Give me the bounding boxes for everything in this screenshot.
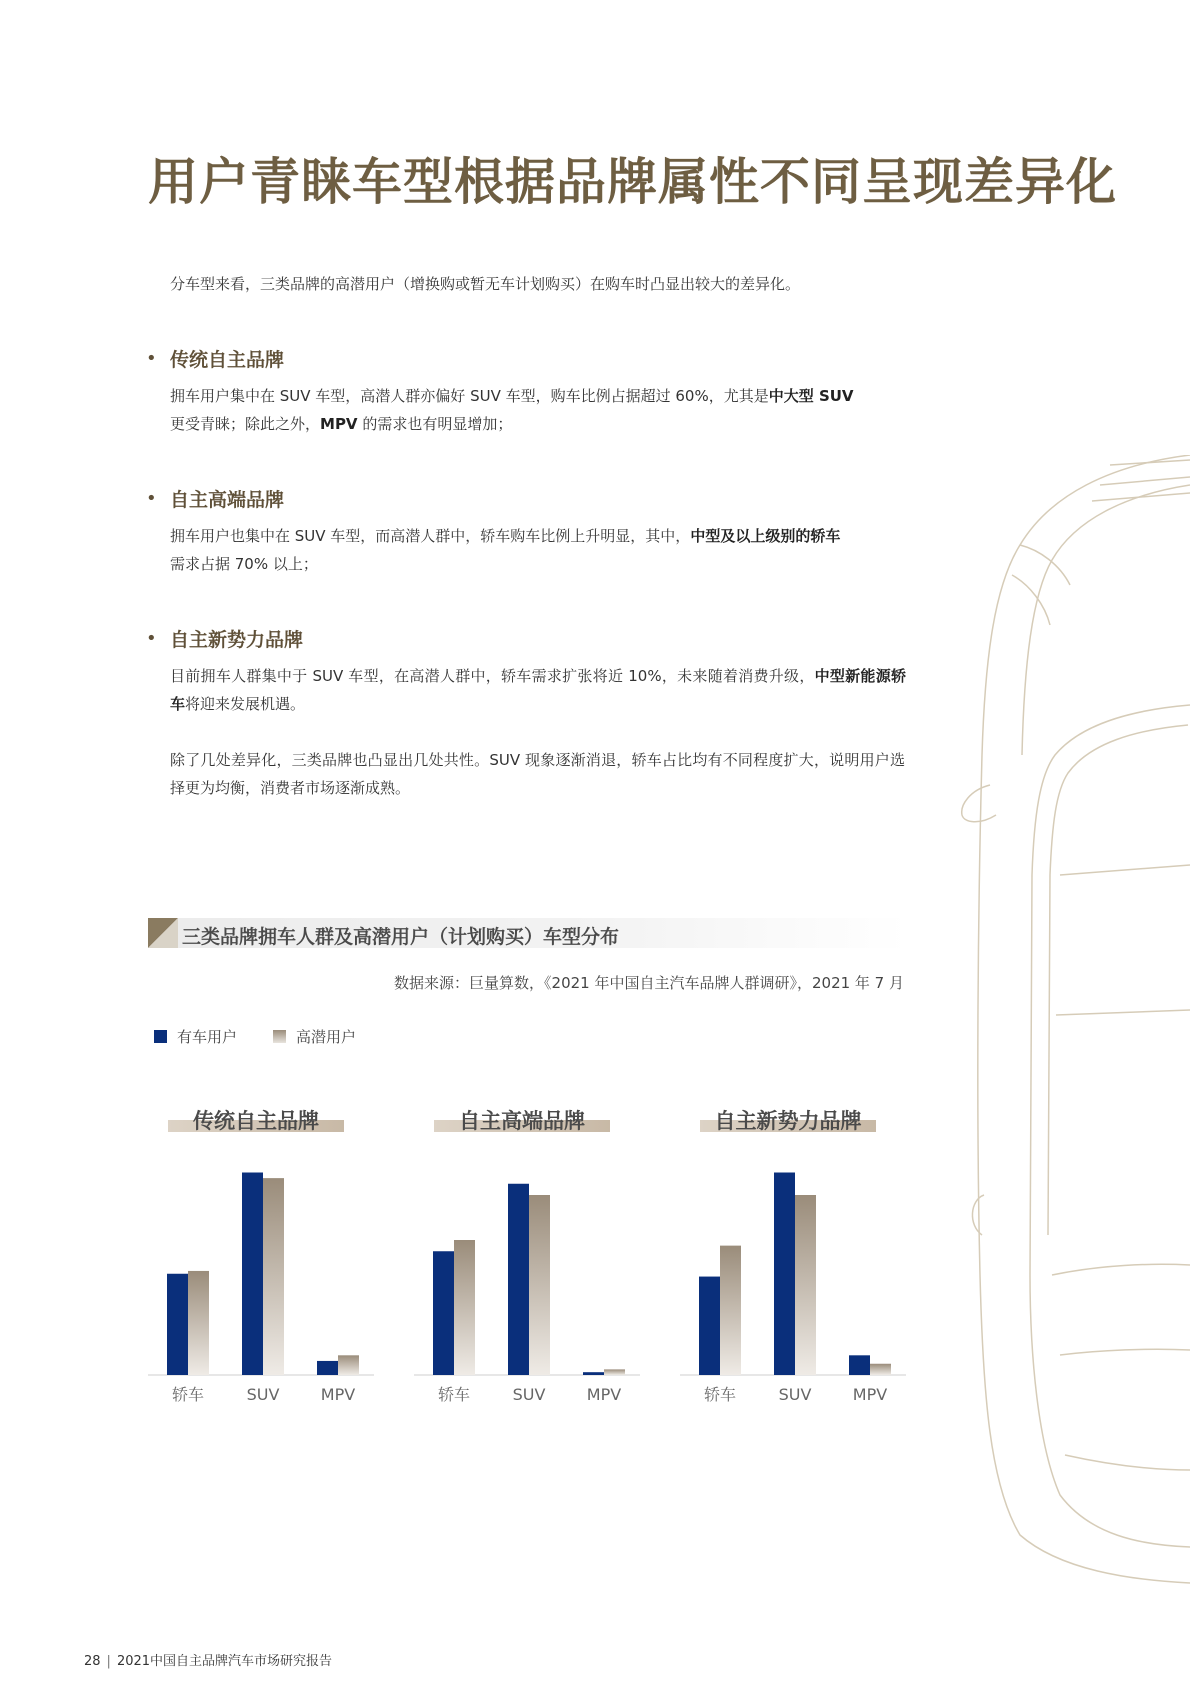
chart-panel-3 xyxy=(680,1109,906,1404)
section-paragraph: 目前拥车人群集中于 SUV 车型，在高潜人群中，轿车需求扩张将近 10%，未来随着消费升级，中型新能源轿车将迎来发展机遇。 xyxy=(170,667,906,713)
section-title: 传统自主品牌 xyxy=(170,348,285,371)
report-name: 2021中国自主品牌汽车市场研究报告 xyxy=(116,1654,333,1669)
section-title: 自主新势力品牌 xyxy=(170,628,304,651)
bar-owner-2 xyxy=(774,1173,795,1376)
chart-title: 三类品牌拥车人群及高潜用户（计划购买）车型分布 xyxy=(182,926,620,948)
page-number: 28 xyxy=(84,1654,101,1669)
bar-owner-2 xyxy=(508,1184,529,1375)
bar-potential-2 xyxy=(263,1178,284,1375)
bar-owner-3 xyxy=(583,1372,604,1375)
x-tick-label: MPV xyxy=(586,1385,622,1404)
x-tick-label: 轿车 xyxy=(437,1385,471,1404)
x-tick-label: MPV xyxy=(320,1385,356,1404)
x-tick-label: SUV xyxy=(512,1385,546,1404)
bar-owner-1 xyxy=(433,1251,454,1375)
bar-potential-2 xyxy=(795,1195,816,1375)
highlight-text: MPV xyxy=(320,415,358,433)
legend-label: 高潜用户 xyxy=(296,1028,357,1046)
chart-panel-2 xyxy=(414,1109,640,1404)
legend-label: 有车用户 xyxy=(177,1028,238,1046)
bar-potential-1 xyxy=(454,1240,475,1375)
footer-separator: | xyxy=(106,1654,111,1669)
highlight-text: 中大型 SUV xyxy=(768,387,854,405)
highlight-text: 中型及以上级别的轿车 xyxy=(690,527,841,545)
chart-panel-title: 自主新势力品牌 xyxy=(714,1109,862,1133)
section-paragraph: 拥车用户也集中在 SUV 车型，而高潜人群中，轿车购车比例上升明显，其中，中型及以上级别的轿车 需求占据 70% 以上； xyxy=(170,527,841,573)
chart-panel-title: 自主高端品牌 xyxy=(459,1109,585,1133)
page-title: 用户青睐车型根据品牌属性不同呈现差异化 xyxy=(148,153,1117,211)
bar-potential-3 xyxy=(338,1355,359,1375)
chart-panel-1 xyxy=(148,1109,374,1404)
x-tick-label: SUV xyxy=(246,1385,280,1404)
section-title: 自主高端品牌 xyxy=(170,488,285,511)
chart-source: 数据来源：巨量算数，《2021 年中国自主汽车品牌人群调研》，2021 年 7 月 xyxy=(394,974,904,992)
x-tick-label: MPV xyxy=(852,1385,888,1404)
bar-owner-3 xyxy=(317,1361,338,1375)
bar-potential-1 xyxy=(188,1271,209,1375)
x-tick-label: SUV xyxy=(778,1385,812,1404)
bullet-icon: • xyxy=(146,347,157,369)
x-tick-label: 轿车 xyxy=(703,1385,737,1404)
intro-paragraph: 分车型来看，三类品牌的高潜用户（增换购或暂无车计划购买）在购车时凸显出较大的差异化。 xyxy=(170,275,801,293)
bar-owner-1 xyxy=(167,1274,188,1375)
highlight-text: 中型新能源轿车 xyxy=(170,667,906,713)
bar-owner-3 xyxy=(849,1355,870,1375)
section-paragraph: 拥车用户集中在 SUV 车型，高潜人群亦偏好 SUV 车型，购车比例占据超过 60%，尤其是中大型 SUV 更受青睐；除此之外，MPV 的需求也有明显增加； xyxy=(170,387,854,433)
bar-potential-2 xyxy=(529,1195,550,1375)
x-tick-label: 轿车 xyxy=(171,1385,205,1404)
bar-potential-1 xyxy=(720,1246,741,1375)
bar-owner-2 xyxy=(242,1173,263,1376)
closing-paragraph: 除了几处差异化，三类品牌也凸显出几处共性。SUV 现象逐渐消退，轿车占比均有不同程度扩大，说明用户选择更为均衡，消费者市场逐渐成熟。 xyxy=(170,751,905,797)
chart-panel-title: 传统自主品牌 xyxy=(193,1109,319,1133)
bar-potential-3 xyxy=(870,1364,891,1375)
bullet-icon: • xyxy=(146,627,157,649)
bullet-icon: • xyxy=(146,487,157,509)
bar-owner-1 xyxy=(699,1277,720,1375)
bar-potential-3 xyxy=(604,1369,625,1375)
page-footer xyxy=(84,1650,332,1669)
